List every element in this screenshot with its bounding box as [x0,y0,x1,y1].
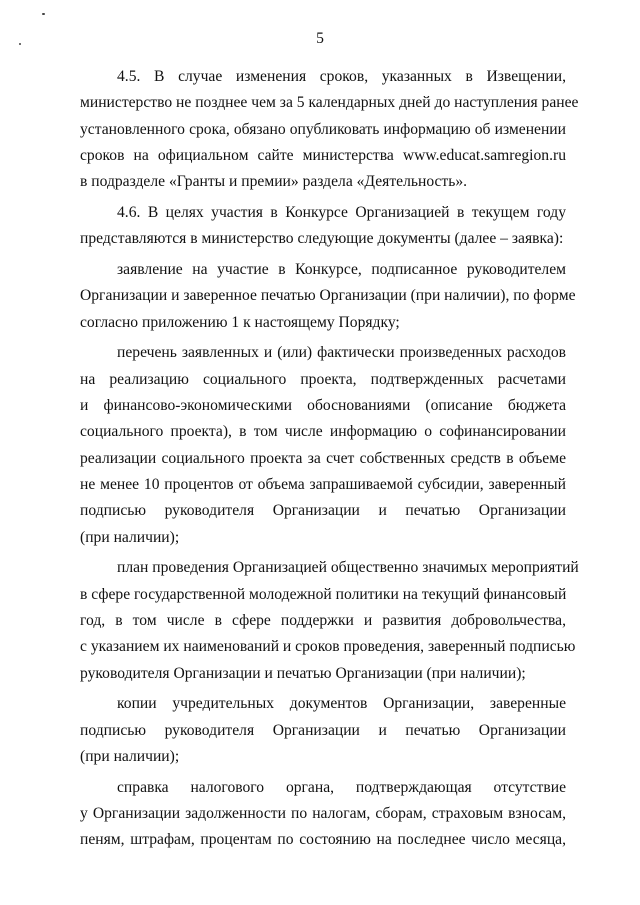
paragraph-expense-list [80,340,566,550]
text-line: 4.5. В случае изменения сроков, указанных в Извещении, [117,68,566,85]
text-line: в подразделе «Гранты и премии» раздела «Деятельность». [80,173,468,191]
text-line: справка налогового органа, подтверждающая отсутствие [117,778,566,796]
text-line: и финансово-экономическими обоснованиями (описание бюджета [80,397,566,415]
text-line: реализации социального проекта за счет собственных средств в объеме [80,449,566,467]
text-line: сроков на официальном сайте министерства www.educat.samregion.ru [80,146,566,164]
text-line: план проведения Организацией общественно значимых мероприятий [117,559,579,577]
text-line: на реализацию социального проекта, подтвержденных расчетами [80,370,566,388]
paragraph-4-5 [80,64,579,195]
text-line: в сфере государственной молодежной политики на текущий финансовый [80,585,567,603]
paragraph-founding-documents [80,691,566,770]
paragraph-application-statement [80,257,576,336]
text-line: министерство не позднее чем за 5 календарных дней до наступления ранее [80,94,579,112]
text-line: год, в том числе в сфере поддержки и развития добровольчества, [80,611,566,629]
text-line: социального проекта), в том числе информацию о софинансировании [80,423,566,441]
paragraph-tax-certificate [80,775,566,854]
document-body [80,64,579,858]
text-line: подписью руководителя Организации и печатью Организации [80,502,566,520]
text-line: подписью руководителя Организации и печатью Организации [80,721,566,739]
text-line: (при наличии); [80,747,180,765]
text-line: руководителя Организации и печатью Организации (при наличии); [80,664,526,682]
text-line: с указанием их наименований и сроков проведения, заверенный подписью [80,638,576,656]
text-line: заявление на участие в Конкурсе, подписанное руководителем [117,261,566,279]
text-line: (при наличии); [80,528,180,546]
text-line: 4.6. В целях участия в Конкурсе Организацией в текущем году [117,203,566,221]
text-line: представляются в министерство следующие документы (далее – заявка): [80,230,564,248]
text-line: не менее 10 процентов от объема запрашиваемой субсидии, заверенный [80,475,566,493]
text-line: Организации и заверенное печатью Организации (при наличии), по форме [80,287,576,305]
text-line: пеням, штрафам, процентам по состоянию на последнее число месяца, [80,831,566,849]
text-line: установленного срока, обязано опубликовать информацию об изменении [80,120,566,138]
text-line: согласно приложению 1 к настоящему Порядку; [80,313,400,331]
paragraph-4-6 [80,200,566,253]
text-line: перечень заявленных и (или) фактически произведенных расходов [117,344,566,362]
text-line: у Организации задолженности по налогам, сборам, страховым взносам, [80,805,566,823]
scan-speck [42,13,45,15]
page-number: 5 [316,30,324,47]
text-line: копии учредительных документов Организации, заверенные [117,695,566,713]
paragraph-events-plan [80,555,579,686]
